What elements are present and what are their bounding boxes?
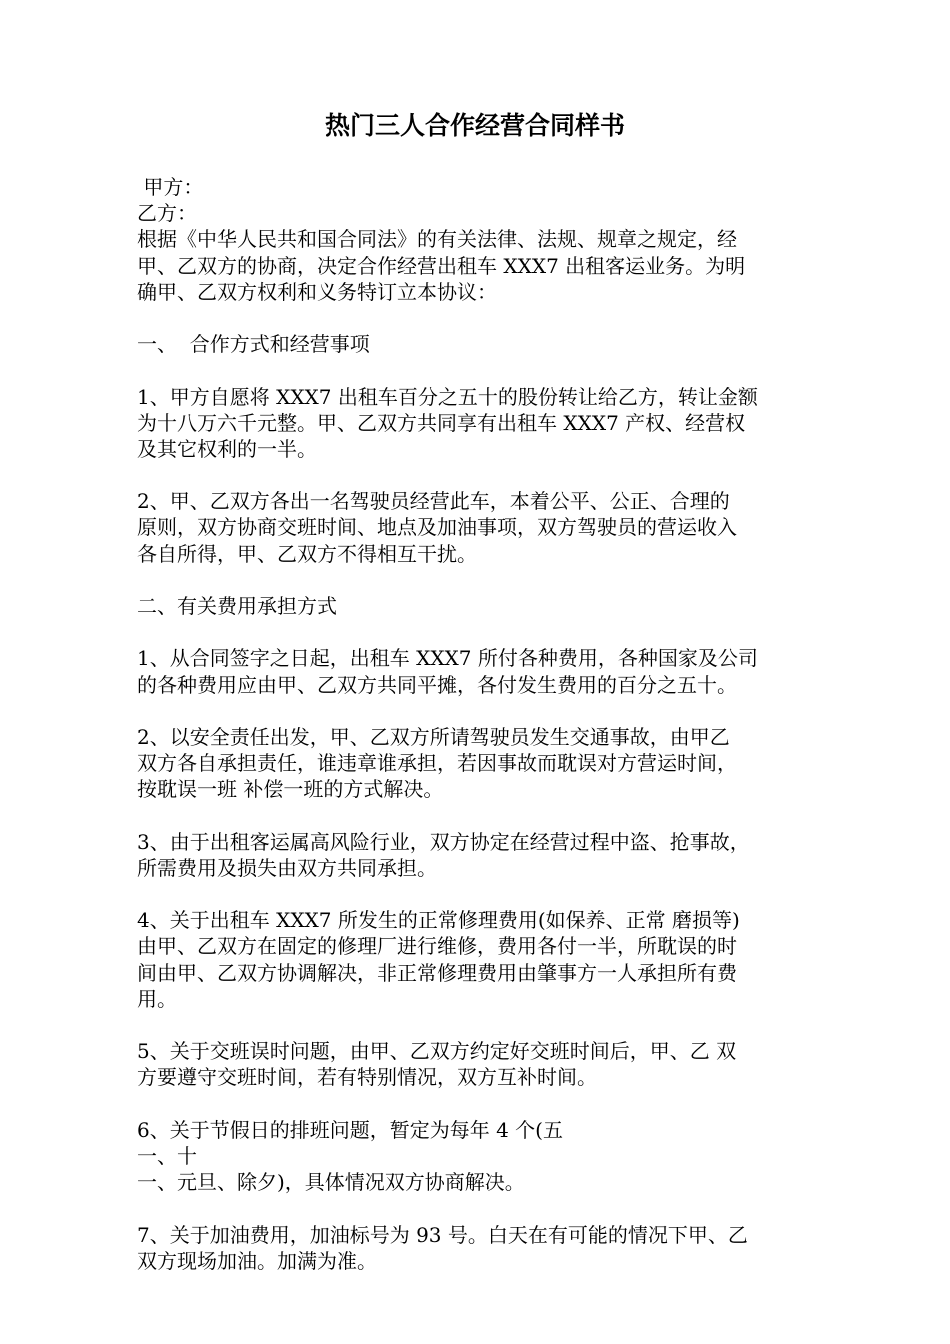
document-title: 热门三人合作经营合同样书 (324, 111, 625, 140)
text-line: 为十八万六千元整。甲、乙双方共同享有出租车 XXX7 产权、经营权 (137, 410, 746, 435)
paragraph-gap (137, 462, 837, 488)
text-line: 5、关于交班误时问题，由甲、乙双方约定好交班时间后，甲、乙 双 (137, 1039, 737, 1064)
text-line: 一、元旦、除夕)，具体情况双方协商解决。 (137, 1170, 525, 1195)
text-line: 各自所得，甲、乙双方不得相互干扰。 (137, 541, 477, 566)
paragraph-gap (137, 1091, 837, 1117)
paragraph-gap (137, 698, 837, 724)
clause-2-2 (137, 724, 837, 803)
clause-1-1 (137, 384, 837, 463)
paragraph-gap (137, 619, 837, 645)
paragraph-gap (137, 357, 837, 383)
preamble-paragraph (137, 226, 837, 305)
clause-2-6 (137, 1117, 837, 1196)
paragraph-gap (137, 803, 837, 829)
text-line: 按耽误一班 补偿一班的方式解决。 (137, 777, 444, 802)
text-line: 6、关于节假日的排班问题，暂定为每年 4 个(五 (137, 1117, 563, 1142)
text-line: 由甲、乙双方在固定的修理厂进行维修，费用各付一半，所耽误的时 (137, 934, 737, 959)
text-line: 间由甲、乙双方协调解决，非正常修理费用由肇事方一人承担所有费 (137, 960, 737, 985)
clause-2-3 (137, 829, 837, 881)
text-line: 方要遵守交班时间，若有特别情况，双方互补时间。 (137, 1065, 597, 1090)
text-line: 双方各自承担责任，谁违章谁承担，若因事故而耽误对方营运时间， (137, 751, 737, 776)
paragraph-gap (137, 567, 837, 593)
text-line: 1、甲方自愿将 XXX7 出租车百分之五十的股份转让给乙方，转让金额 (137, 384, 758, 409)
clause-2-7 (137, 1222, 837, 1274)
clause-1-2 (137, 488, 837, 567)
text-line: 7、关于加油费用，加油标号为 93 号。白天在有可能的情况下甲、乙 (137, 1222, 748, 1247)
text-line: 双方现场加油。加满为准。 (137, 1248, 377, 1273)
paragraph-gap (137, 1195, 837, 1221)
party-b-label: 乙方： (137, 201, 197, 226)
text-line: 1、从合同签字之日起，出租车 XXX7 所付各种费用，各种国家及公司 (137, 646, 758, 671)
document-body (137, 174, 837, 1274)
clause-2-1 (137, 645, 837, 697)
text-line: 甲、乙双方的协商，决定合作经营出租车 XXX7 出租客运业务。为明 (137, 253, 746, 278)
text-line: 2、以安全责任出发，甲、乙双方所请驾驶员发生交通事故，由甲乙 (137, 724, 730, 749)
text-line: 的各种费用应由甲、乙双方共同平摊，各付发生费用的百分之五十。 (137, 672, 737, 697)
text-line: 用。 (137, 986, 177, 1011)
text-line: 2、甲、乙双方各出一名驾驶员经营此车，本着公平、公正、合理的 (137, 489, 730, 514)
text-line: 及其它权利的一半。 (137, 436, 317, 461)
paragraph-gap (137, 1012, 837, 1038)
paragraph-gap (137, 881, 837, 907)
text-line: 4、关于出租车 XXX7 所发生的正常修理费用(如保养、正常 磨损等) (137, 908, 740, 933)
text-line: 根据《中华人民共和国合同法》的有关法律、法规、规章之规定，经 (137, 227, 737, 252)
text-line: 原则，双方协商交班时间、地点及加油事项，双方驾驶员的营运收入 (137, 515, 737, 540)
text-line: 一、十 (137, 1143, 197, 1168)
text-line: 所需费用及损失由双方共同承担。 (137, 855, 437, 880)
section-heading-2: 二、有关费用承担方式 (137, 594, 337, 618)
text-line: 3、由于出租客运属高风险行业，双方协定在经营过程中盗、抢事故， (137, 829, 750, 854)
section-heading-1: 一、 合作方式和经营事项 (137, 332, 370, 357)
text-line: 确甲、乙双方权利和义务特订立本协议： (137, 279, 497, 304)
paragraph-gap (137, 305, 837, 331)
party-a-label: 甲方： (137, 175, 204, 199)
clause-2-5 (137, 1038, 837, 1090)
clause-2-4 (137, 907, 837, 1012)
